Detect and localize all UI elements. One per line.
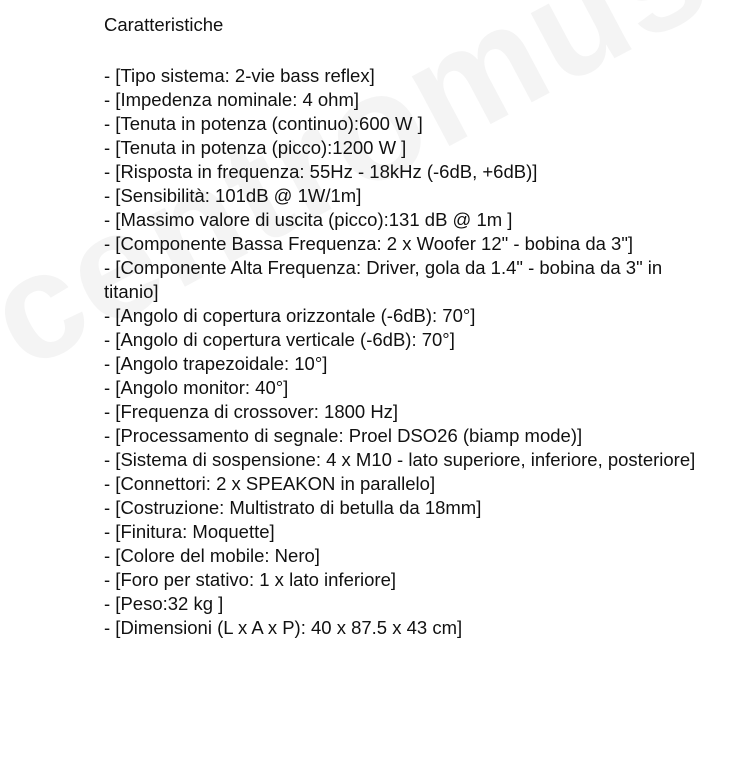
spec-item-frequency-response: - [Risposta in frequenza: 55Hz - 18kHz (-6dB, +6dB)] [104, 161, 538, 182]
spec-item-max-output: - [Massimo valore di uscita (picco):131 dB @ 1m ] [104, 209, 513, 230]
spec-item-horizontal-coverage: - [Angolo di copertura orizzontale (-6dB): 70°] [104, 305, 476, 326]
spec-item-vertical-coverage: - [Angolo di copertura verticale (-6dB): 70°] [104, 329, 455, 350]
spec-item-system-type: - [Tipo sistema: 2-vie bass reflex] [104, 65, 375, 86]
spec-item-impedance: - [Impedenza nominale: 4 ohm] [104, 89, 360, 110]
spec-item-power-peak: - [Tenuta in potenza (picco):1200 W ] [104, 137, 407, 158]
spec-list [104, 64, 704, 640]
spec-document [104, 12, 704, 640]
spec-item-cabinet-color: - [Colore del mobile: Nero] [104, 545, 320, 566]
spec-item-monitor-angle: - [Angolo monitor: 40°] [104, 377, 289, 398]
spec-item-connectors: - [Connettori: 2 x SPEAKON in parallelo] [104, 473, 436, 494]
spec-item-crossover: - [Frequenza di crossover: 1800 Hz] [104, 401, 399, 422]
spec-item-trapezoidal-angle: - [Angolo trapezoidale: 10°] [104, 353, 328, 374]
spec-item-dimensions: - [Dimensioni (L x A x P): 40 x 87.5 x 43 cm] [104, 617, 463, 638]
spec-item-sensitivity: - [Sensibilità: 101dB @ 1W/1m] [104, 185, 362, 206]
document-heading: Caratteristiche [104, 14, 224, 35]
spec-item-low-frequency: - [Componente Bassa Frequenza: 2 x Woofer 12" - bobina da 3"] [104, 233, 634, 254]
spec-item-power-continuous: - [Tenuta in potenza (continuo):600 W ] [104, 113, 423, 134]
spec-item-weight: - [Peso:32 kg ] [104, 593, 224, 614]
spec-item-suspension: - [Sistema di sospensione: 4 x M10 - lato superiore, inferiore, posteriore] [104, 449, 696, 470]
spec-item-high-frequency: - [Componente Alta Frequenza: Driver, gola da 1.4" - bobina da 3" in titanio] [104, 257, 663, 302]
spec-item-signal-processing: - [Processamento di segnale: Proel DSO26 (biamp mode)] [104, 425, 583, 446]
spec-item-pole-mount: - [Foro per stativo: 1 x lato inferiore] [104, 569, 397, 590]
spec-item-finish: - [Finitura: Moquette] [104, 521, 275, 542]
spec-item-construction: - [Costruzione: Multistrato di betulla da 18mm] [104, 497, 482, 518]
